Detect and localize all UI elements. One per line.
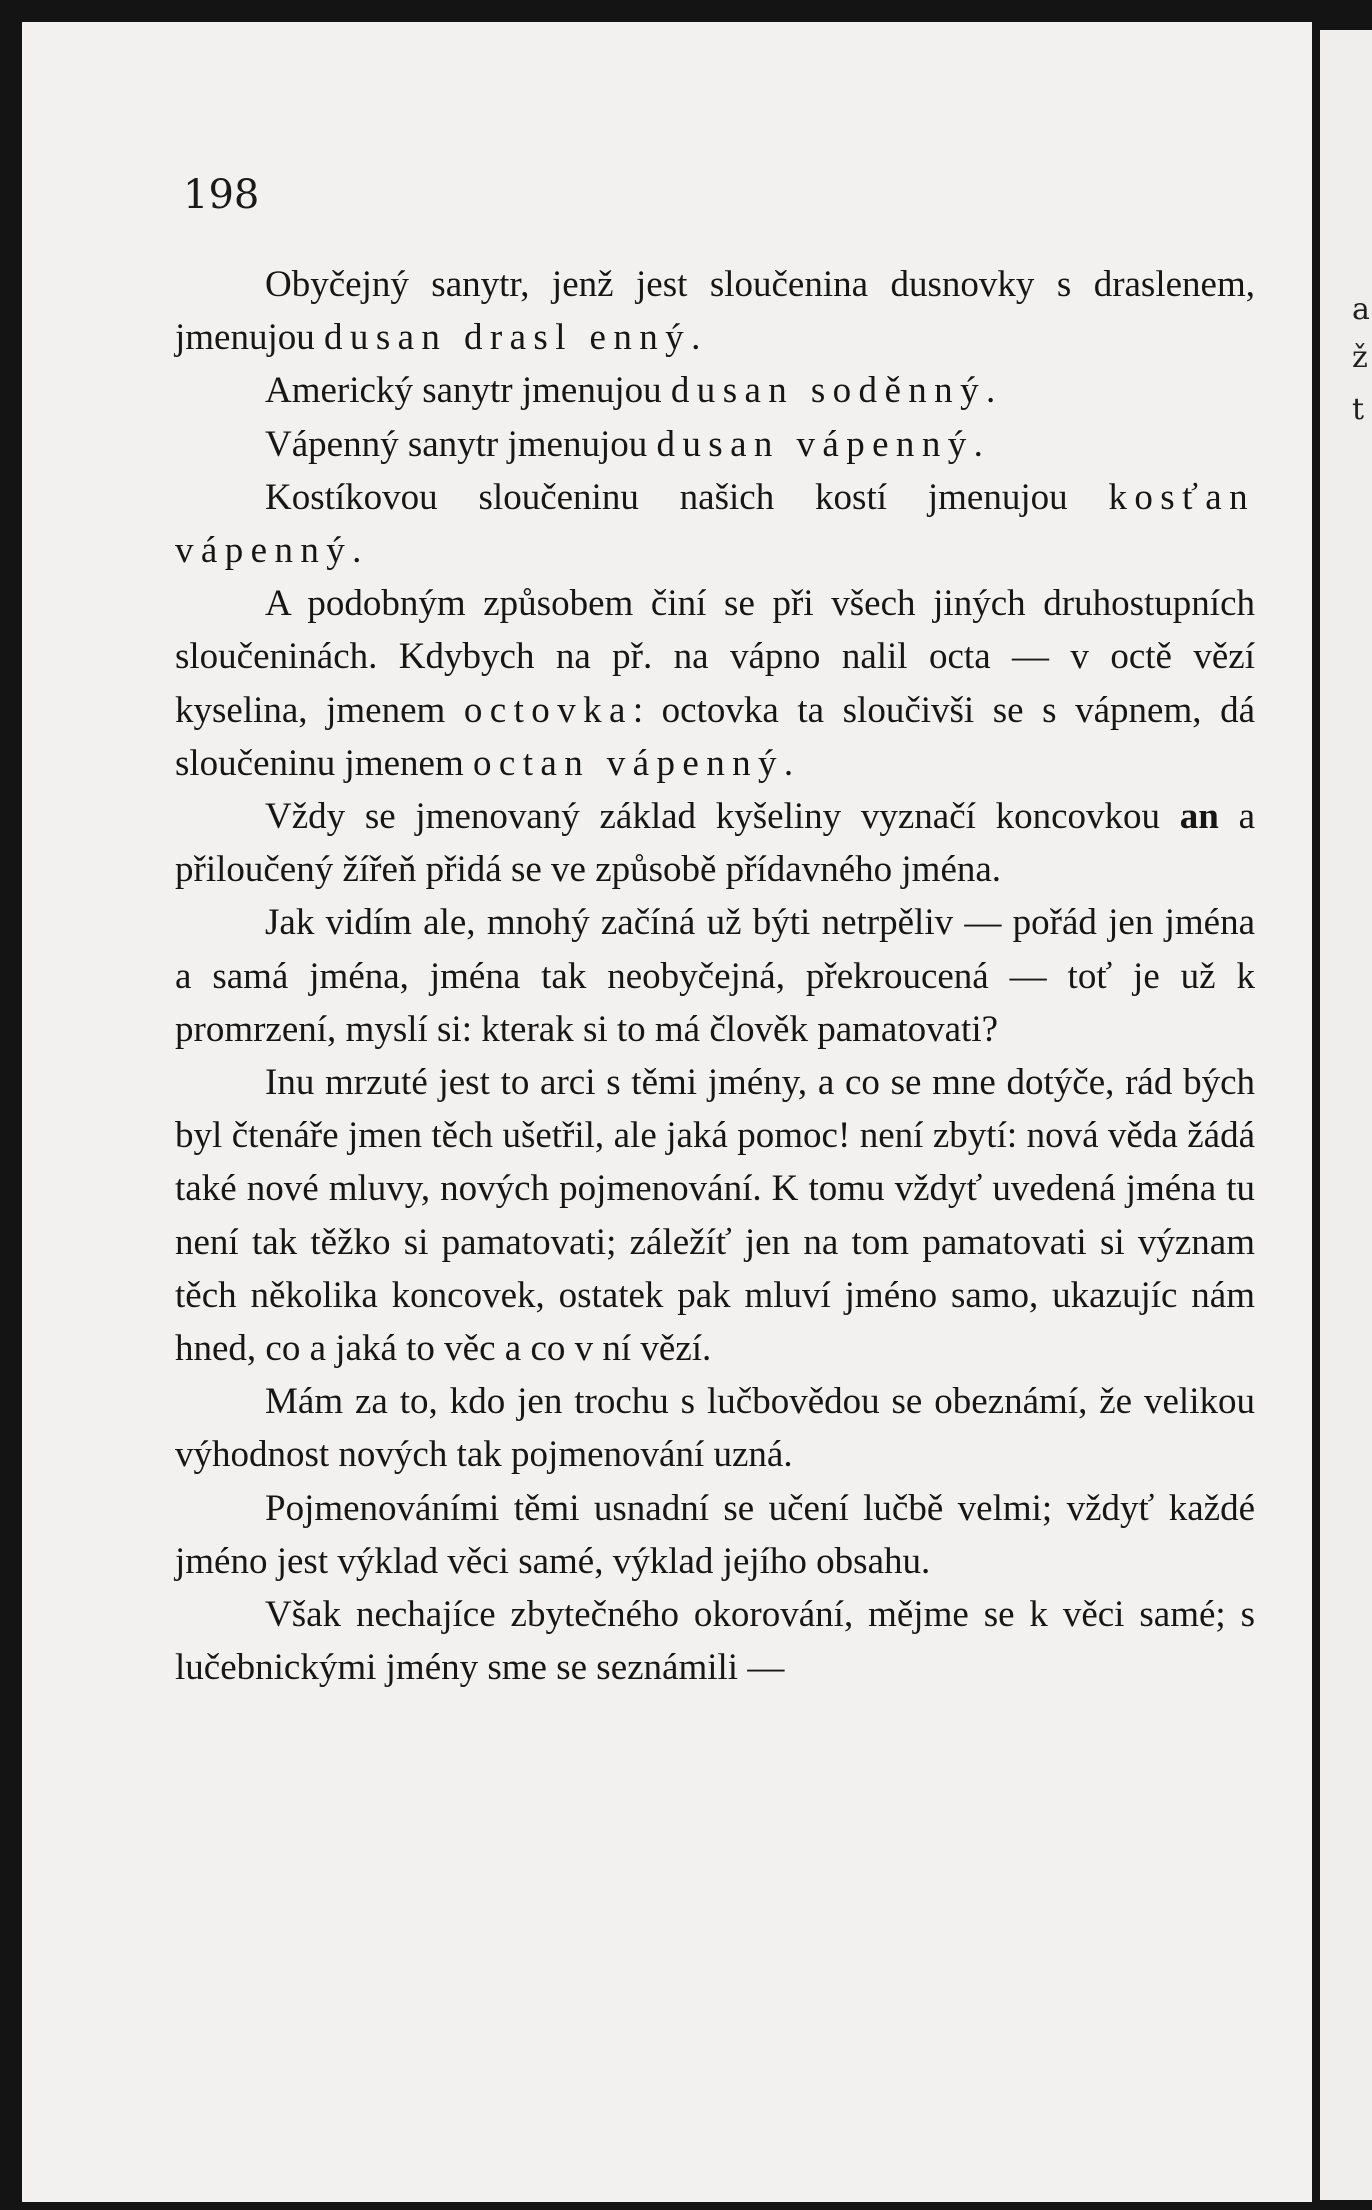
- paragraph: [175, 418, 1255, 471]
- text-run: Pojmenováními těmi usnadní se učení lučbě velmi; vždyť každé jméno jest výklad věci samé, výklad jejího obsahu.: [175, 1487, 1255, 1582]
- text-run: Vápenný sanytr jmenujou: [265, 423, 657, 465]
- text-run: .: [352, 530, 362, 572]
- spaced-term: octovka: [463, 689, 633, 731]
- body-text: [175, 258, 1255, 1694]
- text-run: Kostíkovou sloučeninu našich kostí jmenujou: [265, 476, 1109, 518]
- paragraph: [175, 471, 1255, 577]
- side-page-char: ž: [1352, 340, 1368, 375]
- adjacent-page-edge: [1320, 30, 1372, 2200]
- bold-term: an: [1179, 796, 1219, 838]
- text-run: Vždy se jmenovaný základ kyšeliny vyznačí koncovkou: [265, 796, 1180, 838]
- text-run: a přiloučený žířeň přidá se ve způsobě přídavného jména.: [175, 796, 1255, 891]
- paragraph: [175, 1588, 1255, 1694]
- text-run: A podobným způsobem činí se při všech jiných druhostupních sloučeninách. Kdybych na př. na vápno nalil octa — v octě vězí kyselina, jmenem: [175, 583, 1255, 731]
- text-run: Mám za to, kdo jen trochu s lučbovědou se obeznámí, že velikou výhodnost nových tak pojmenování uzná.: [175, 1381, 1255, 1476]
- page-number: 198: [183, 172, 260, 218]
- paragraph: [175, 790, 1255, 896]
- text-run: .: [985, 370, 996, 412]
- paragraph: [175, 1375, 1255, 1481]
- text-run: .: [783, 742, 794, 784]
- spaced-term: dusan drasl enný: [324, 317, 692, 359]
- paragraph: [175, 1482, 1255, 1588]
- paragraph: [175, 364, 1255, 417]
- text-run: Však nechajíce zbytečného okorování, mějme se k věci samé; s lučebnickými jmény sme se seznámili —: [175, 1594, 1255, 1689]
- text-run: Jak vidím ale, mnohý začíná už býti netrpěliv — pořád jen jména a samá jména, jména tak neobyčejná, překroucená — toť je už k promrzení, myslí si: kterak si to má člověk pamatovati?: [175, 902, 1255, 1050]
- spaced-term: octan vápenný: [473, 742, 784, 784]
- text-run: Americký sanytr jmenujou: [265, 370, 671, 412]
- text-run: .: [691, 317, 701, 359]
- spaced-term: dusan soděnný: [670, 370, 986, 412]
- paragraph: [175, 577, 1255, 790]
- text-run: .: [973, 423, 983, 465]
- side-page-char: t: [1352, 392, 1365, 427]
- paragraph: [175, 896, 1255, 1056]
- text-run: Obyčejný sanytr, jenž jest sloučenina dusnovky s draslenem, jmenujou: [175, 264, 1255, 359]
- text-run: : octovka ta sloučivši se s vápnem, dá sloučeninu jmenem: [175, 689, 1255, 784]
- spaced-term: dusan vápenný: [656, 423, 974, 465]
- side-page-char: a: [1352, 292, 1370, 327]
- text-run: Inu mrzuté jest to arci s těmi jmény, a co se mne dotýče, rád bých byl čtenáře jmen těch ušetřil, ale jaká pomoc! není zbytí: nová věda žádá také nové mluvy, nových pojmenování. K tomu vždyť uvedená jména tu není tak těžko si pamatovati; záležíť jen na tom pamatovati si význam těch několika koncovek, ostatek pak mluví jméno samo, ukazujíc nám hned, co a jaká to věc a co v ní vězí.: [175, 1062, 1255, 1370]
- paragraph: [175, 1056, 1255, 1375]
- spaced-term: kosťan vápenný: [175, 476, 1255, 572]
- paragraph: [175, 258, 1255, 364]
